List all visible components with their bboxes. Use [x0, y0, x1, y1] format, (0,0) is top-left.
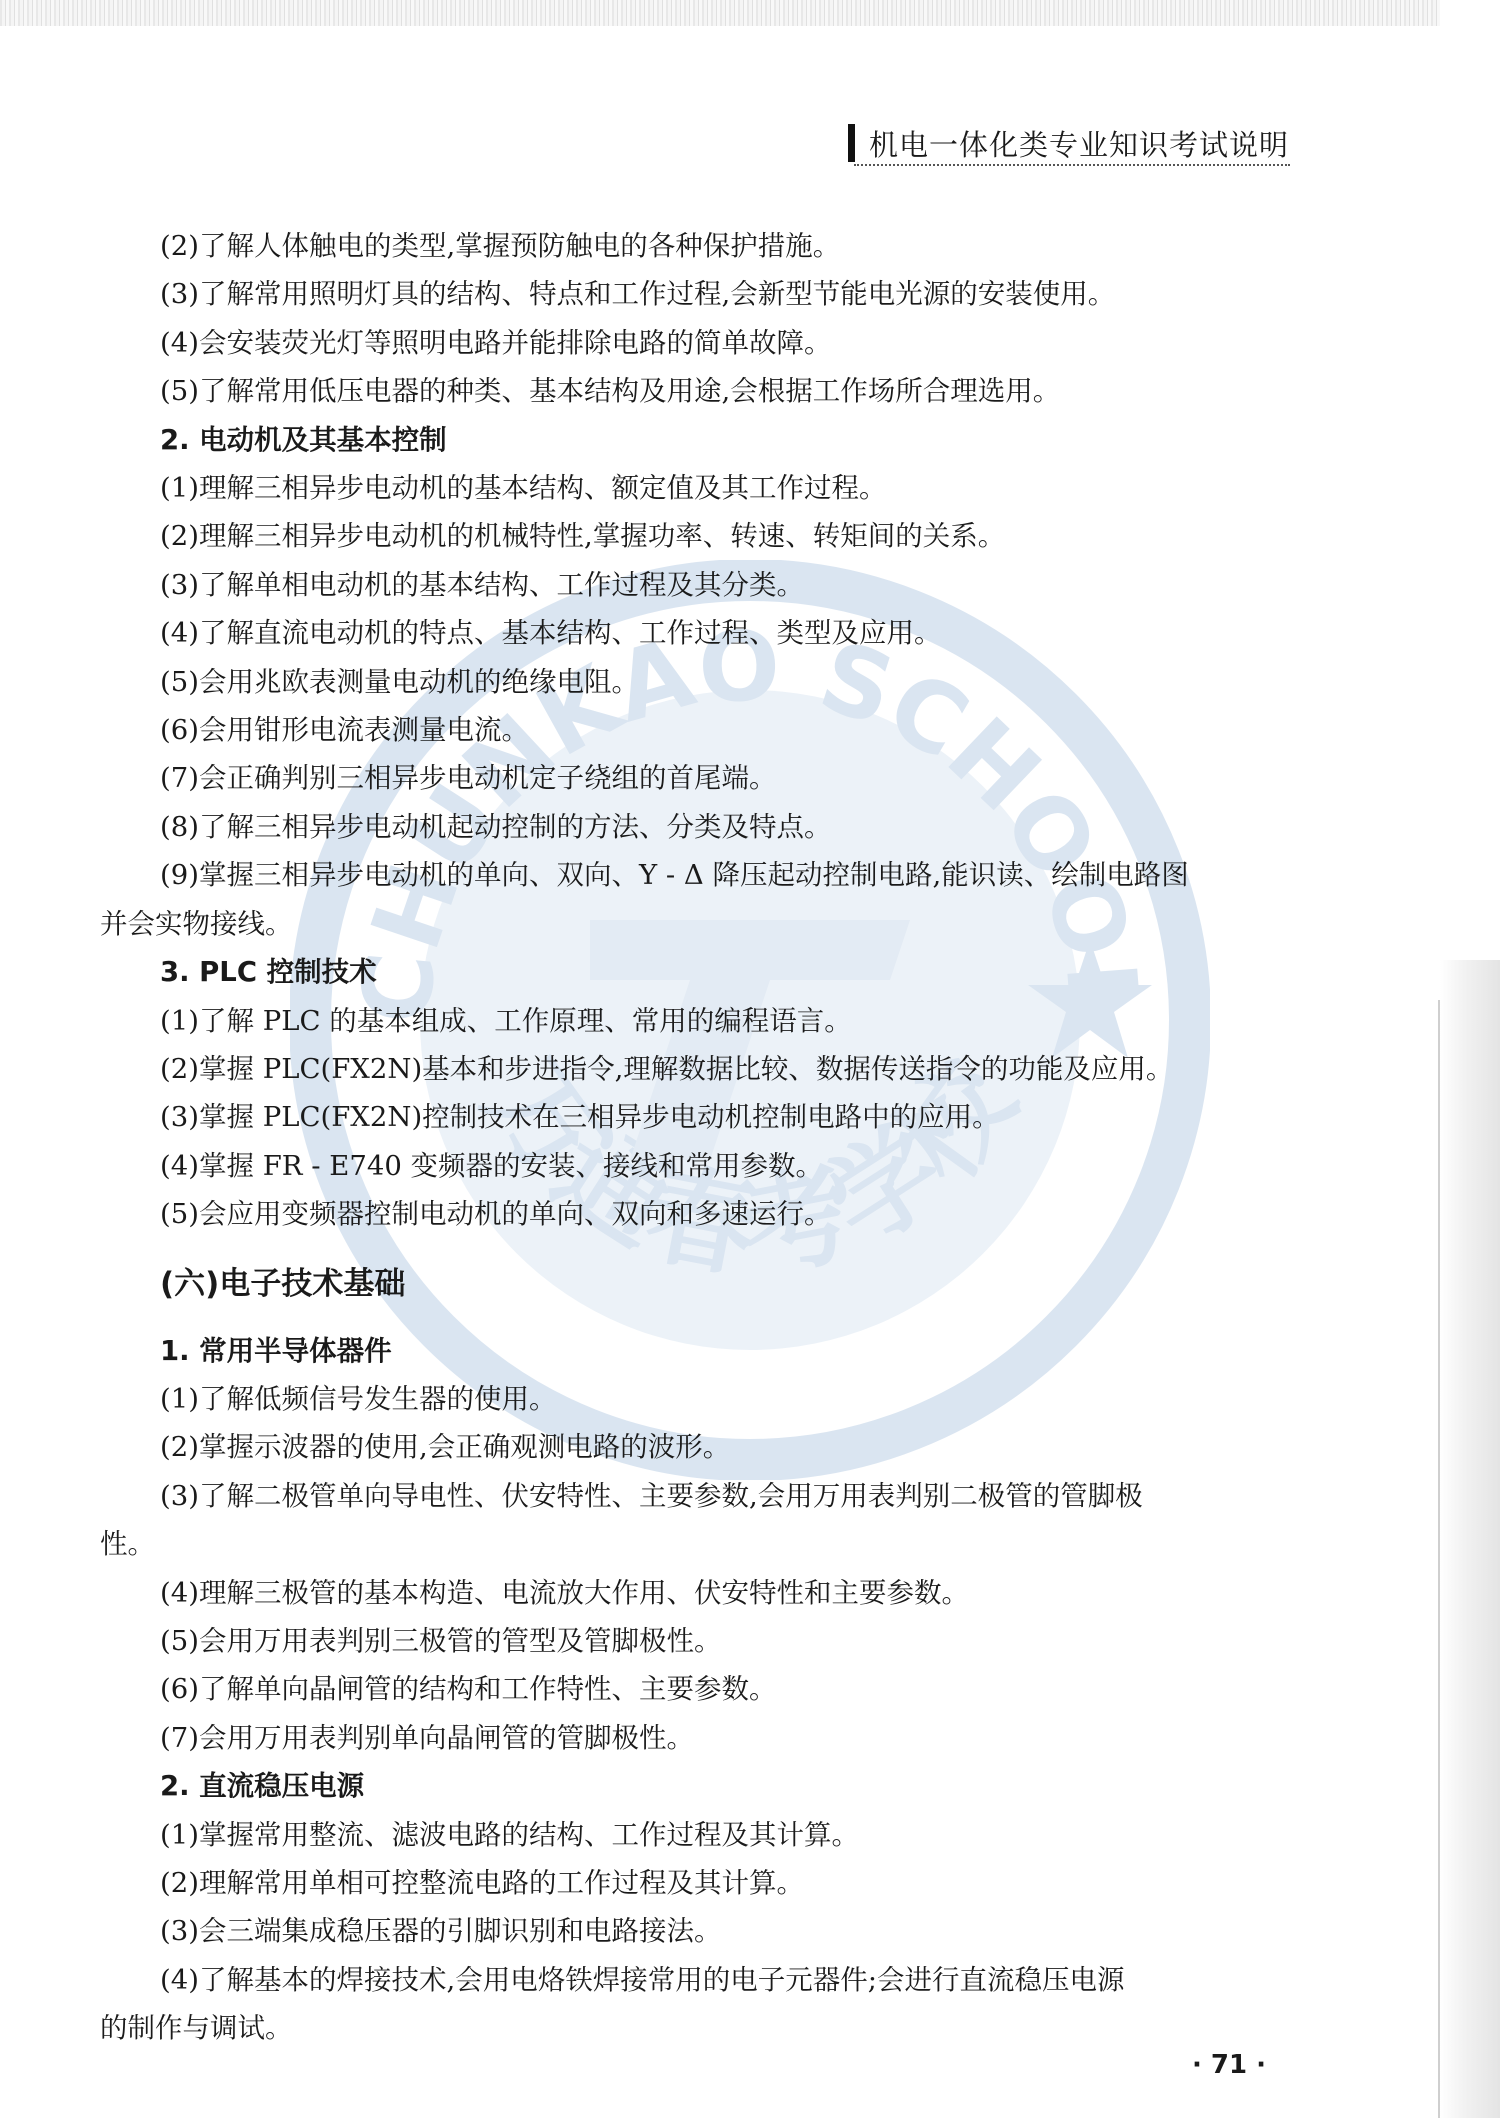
paragraph-continuation: 性。	[100, 1528, 155, 1561]
paragraph-line: (5)会应用变频器控制电动机的单向、双向和多速运行。	[160, 1198, 832, 1231]
paragraph-line: (8)了解三相异步电动机起动控制的方法、分类及特点。	[160, 810, 832, 843]
scan-right-edge-line	[1438, 1000, 1440, 2118]
subheading-semiconductor: 1. 常用半导体器件	[160, 1334, 392, 1367]
paragraph-line: (6)会用钳形电流表测量电流。	[160, 714, 529, 747]
subheading-plc: 3. PLC 控制技术	[160, 956, 377, 989]
paragraph-line: (9)掌握三相异步电动机的单向、双向、Y - Δ 降压起动控制电路,能识读、绘制电路图	[160, 859, 1189, 892]
paragraph-line: (4)了解直流电动机的特点、基本结构、工作过程、类型及应用。	[160, 617, 942, 650]
paragraph-line: (3)会三端集成稳压器的引脚识别和电路接法。	[160, 1915, 722, 1948]
paragraph-line: (2)理解三相异步电动机的机械特性,掌握功率、转速、转矩间的关系。	[160, 520, 1006, 553]
scan-right-edge	[1440, 960, 1500, 2118]
paragraph-line: (1)掌握常用整流、滤波电路的结构、工作过程及其计算。	[160, 1818, 859, 1851]
running-header	[848, 120, 1289, 166]
seal-bottom-text: 万通春考学校	[461, 1039, 1039, 1295]
document-body	[100, 222, 1290, 2053]
paragraph-continuation: 并会实物接线。	[100, 907, 293, 940]
paragraph-line: (4)会安装荧光灯等照明电路并能排除电路的简单故障。	[160, 326, 832, 359]
page-number: · 71 ·	[1192, 2050, 1267, 2080]
header-marker-bar	[848, 124, 855, 162]
paragraph-line: (5)了解常用低压电器的种类、基本结构及用途,会根据工作场所合理选用。	[160, 375, 1061, 408]
paragraph-line: (1)理解三相异步电动机的基本结构、额定值及其工作过程。	[160, 472, 887, 505]
paragraph-line: (4)理解三极管的基本构造、电流放大作用、伏安特性和主要参数。	[160, 1576, 969, 1609]
paragraph-line: (2)掌握示波器的使用,会正确观测电路的波形。	[160, 1431, 731, 1464]
paragraph-continuation: 的制作与调试。	[100, 2012, 293, 2045]
paragraph-line: (3)掌握 PLC(FX2N)控制技术在三相异步电动机控制电路中的应用。	[160, 1101, 1000, 1134]
paragraph-line: (5)会用兆欧表测量电动机的绝缘电阻。	[160, 665, 639, 698]
paragraph-line: (3)了解单相电动机的基本结构、工作过程及其分类。	[160, 568, 804, 601]
paragraph-line: (2)掌握 PLC(FX2N)基本和步进指令,理解数据比较、数据传送指令的功能及应用。	[160, 1052, 1174, 1085]
paragraph-line: (1)了解低频信号发生器的使用。	[160, 1382, 557, 1415]
paragraph-line: (7)会正确判别三相异步电动机定子绕组的首尾端。	[160, 762, 777, 795]
paragraph-line: (4)掌握 FR - E740 变频器的安装、接线和常用参数。	[160, 1149, 824, 1182]
subheading-motor: 2. 电动机及其基本控制	[160, 423, 447, 456]
paragraph-line: (4)了解基本的焊接技术,会用电烙铁焊接常用的电子元器件;会进行直流稳压电源	[160, 1963, 1125, 1996]
seal-top-text: CHUNKAO SCHOOL	[339, 609, 1161, 1029]
section-heading-electronics: (六)电子技术基础	[160, 1265, 406, 1302]
paragraph-line: (3)了解二极管单向导电性、伏安特性、主要参数,会用万用表判别二极管的管脚极	[160, 1479, 1143, 1512]
paragraph-line: (2)了解人体触电的类型,掌握预防触电的各种保护措施。	[160, 230, 841, 262]
paragraph-line: (5)会用万用表判别三极管的管型及管脚极性。	[160, 1624, 722, 1657]
paragraph-line: (6)了解单向晶闸管的结构和工作特性、主要参数。	[160, 1673, 777, 1706]
paragraph-line: (1)了解 PLC 的基本组成、工作原理、常用的编程语言。	[160, 1004, 852, 1037]
header-title: 机电一体化类专业知识考试说明	[869, 127, 1290, 162]
paragraph-line: (2)理解常用单相可控整流电路的工作过程及其计算。	[160, 1867, 804, 1899]
scan-top-edge	[0, 0, 1440, 26]
paragraph-line: (3)了解常用照明灯具的结构、特点和工作过程,会新型节能电光源的安装使用。	[160, 278, 1116, 311]
header-dotted-rule	[854, 164, 1290, 166]
subheading-power-supply: 2. 直流稳压电源	[160, 1770, 365, 1803]
paragraph-line: (7)会用万用表判别单向晶闸管的管脚极性。	[160, 1721, 694, 1754]
